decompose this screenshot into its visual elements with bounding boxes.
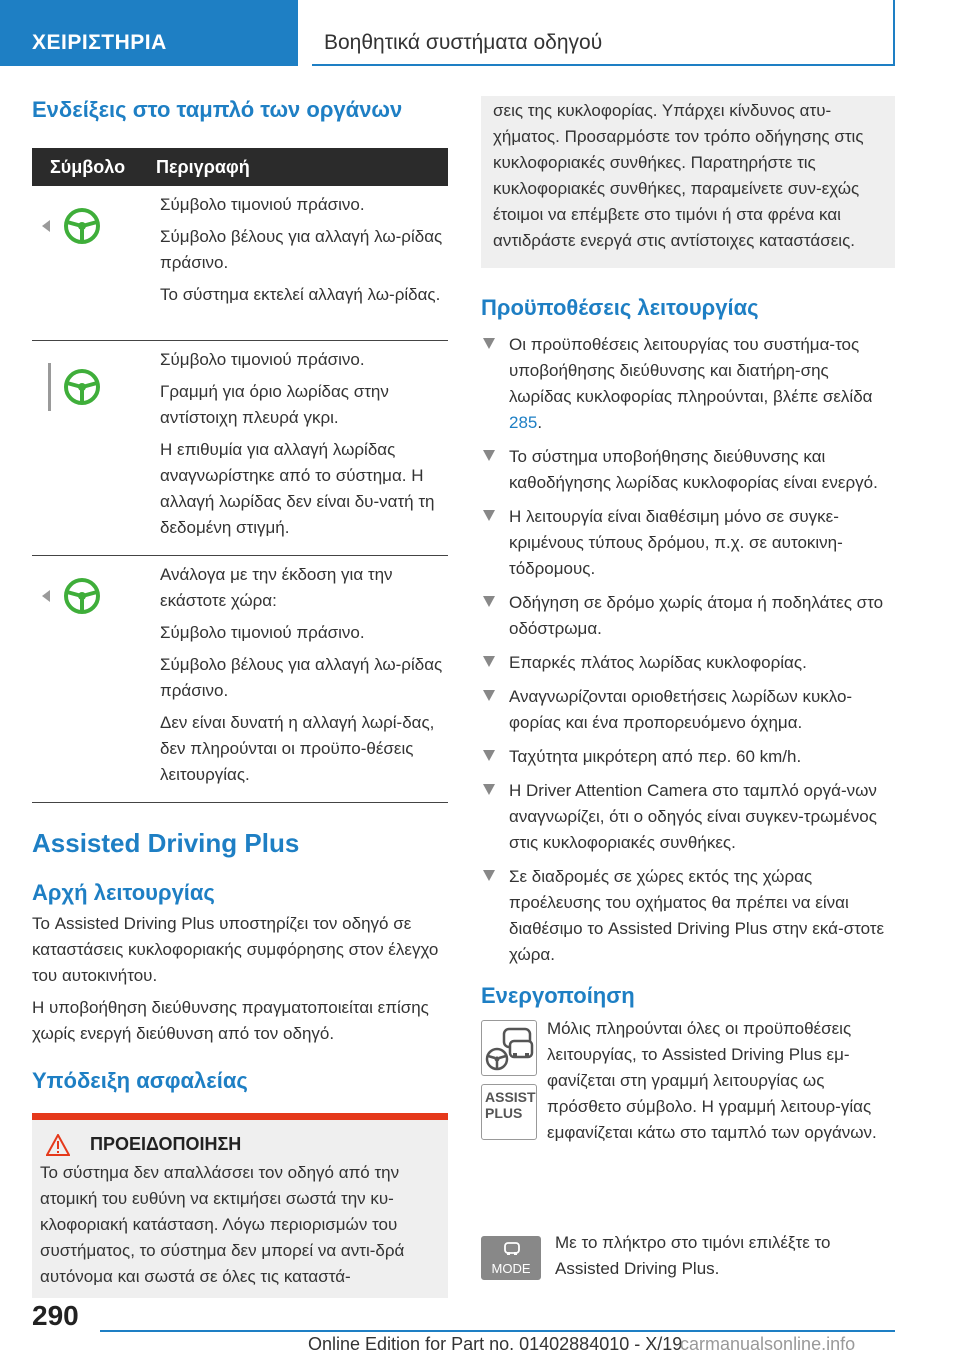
page-number: 290	[32, 1300, 79, 1331]
row-line: Το σύστημα εκτελεί αλλαγή λω-ρίδας.	[160, 285, 441, 304]
principle-paragraph: Το Assisted Driving Plus υποστηρίζει τον οδηγό σε καταστάσεις κυκλοφοριακής συμφόρησης στον έλεγχο του αυτοκινήτου.	[32, 913, 439, 985]
row-line: Σύμβολο βέλους για αλλαγή λω-ρίδας πράσινο.	[160, 654, 443, 700]
footer-watermark: carmanualsonline.info	[680, 1334, 856, 1354]
assist-plus-icon: ASSIST PLUS	[481, 1084, 537, 1140]
footer-rule	[100, 1330, 895, 1332]
row-line: Γραμμή για όριο λωρίδας στην αντίστοιχη πλευρά γκρι.	[160, 381, 389, 427]
left-column	[32, 96, 448, 1298]
mode-button-icon: MODE	[481, 1236, 541, 1280]
row-line: Ανάλογα με την έκδοση για την εκάστοτε χώρα:	[160, 564, 393, 610]
right-column	[481, 96, 895, 1290]
principle-paragraph: Η υποβοήθηση διεύθυνσης πραγματοποιείται επίσης χωρίς ενεργή διεύθυνση από τον οδηγό.	[32, 997, 429, 1043]
table-row	[32, 555, 448, 802]
list-item: Η λειτουργία είναι διαθέσιμη μόνο σε συγκε-κριμένους τύπους δρόμου, π.χ. σε αυτοκινη-τόδρομους.	[481, 504, 895, 582]
row-line: Δεν είναι δυνατή η αλλαγή λωρί-δας, δεν πληρούνται οι προϋπο-θέσεις λειτουργίας.	[160, 712, 435, 784]
list-item: Ταχύτητα μικρότερη από περ. 60 km/h.	[481, 744, 895, 770]
bullet-triangle-icon	[483, 690, 495, 701]
mode-block	[481, 1230, 895, 1290]
mode-text: Με το πλήκτρο στο τιμόνι επιλέξτε το Assisted Driving Plus.	[555, 1233, 831, 1278]
warning-box	[32, 1113, 448, 1298]
symbol-table	[32, 148, 448, 803]
row-line: Σύμβολο τιμονιού πράσινο.	[160, 195, 365, 214]
list-item: Αναγνωρίζονται οριοθετήσεις λωρίδων κυκλο-φορίας και ένα προπορευόμενο όχημα.	[481, 684, 895, 736]
list-item: Το σύστημα υποβοήθησης διεύθυνσης και καθοδήγησης λωρίδας κυκλοφορίας είναι ενεργό.	[481, 444, 895, 496]
bullet-triangle-icon	[483, 784, 495, 795]
chapter-header: Βοηθητικά συστήματα οδηγού	[312, 0, 895, 66]
warning-triangle-icon	[46, 1134, 70, 1156]
table-header	[32, 148, 448, 186]
list-item: Σε διαδρομές σε χώρες εκτός της χώρας προέλευσης του οχήματος θα πρέπει να είναι διαθέσιμο το Assisted Driving Plus στην εκά-στοτε χώρα.	[481, 864, 895, 968]
bullet-triangle-icon	[483, 510, 495, 521]
row-line: Σύμβολο τιμονιού πράσινο.	[160, 622, 365, 642]
footer-edition: Online Edition for Part no. 01402884010 - X/19	[308, 1334, 683, 1354]
steering-wheel-arrow-left-icon	[40, 574, 120, 624]
assist-driving-icon	[481, 1020, 537, 1076]
col-desc-header: Περιγραφή	[156, 148, 448, 186]
col-symbol-header: Σύμβολο	[32, 148, 156, 186]
section-header: ΧΕΙΡΙΣΤΗΡΙΑ	[0, 0, 298, 66]
row-line: Σύμβολο βέλους για αλλαγή λω-ρίδας πράσινο.	[160, 227, 443, 272]
prereq-list	[481, 332, 895, 968]
principle-title: Αρχή λειτουργίας	[32, 879, 215, 905]
bullet-triangle-icon	[483, 338, 495, 349]
bullet-triangle-icon	[483, 870, 495, 881]
activation-title: Ενεργοποίηση	[481, 983, 635, 1008]
bullet-triangle-icon	[483, 656, 495, 667]
warning-text: Το σύστημα δεν απαλλάσσει τον οδηγό από την ατομική του ευθύνη να εκτιμήσει σωστά την κυ-κλοφοριακή κατάσταση. Λόγω περιορισμών του συστήματος, το σύστημα δεν μπορεί να αντι-δρά αυτόνομα και σωστά σε όλες τις καταστά-	[40, 1162, 405, 1286]
list-item: Η Driver Attention Camera στο ταμπλό οργά-νων αναγνωρίζει, ότι ο οδηγός είναι συγκεν-τρωμένος στις κυκλοφοριακές συνθήκες.	[481, 778, 895, 856]
activation-text: Μόλις πληρούνται όλες οι προϋποθέσεις λειτουργίας, το Assisted Driving Plus εμ-φανίζεται στη γραμμή λειτουργίας ως πρόσθετο σύμβολο. Η γραμμή λειτουρ-γίας εμφανίζεται κάτω στο ταμπλό των οργάνων.	[547, 1019, 877, 1142]
row-line: Σύμβολο τιμονιού πράσινο.	[160, 349, 365, 369]
warning-text-continued: σεις της κυκλοφορίας. Υπάρχει κίνδυνος ατυ-χήματος. Προσαρμόστε τον τρόπο οδήγησης στις κυκλοφοριακές συνθήκες. Παρατηρήστε τις κυκλοφοριακές συνθήκες, παραμείνετε συν-εχώς έτοιμοι να επέμβετε στο τιμόνι ή στα φρένα και αντιδράστε ενεργά στις αντίστοιχες καταστάσεις.	[493, 101, 864, 250]
bullet-triangle-icon	[483, 596, 495, 607]
list-item: Οι προϋποθέσεις λειτουργίας του συστήμα-τος υποβοήθησης διεύθυνσης και διατήρη-σης λωρίδας κυκλοφορίας πληρούνται, βλέπε σελίδα 285.	[481, 332, 895, 436]
indicators-title: Ενδείξεις στο ταμπλό των οργάνων	[32, 97, 403, 122]
adp-title: Assisted Driving Plus	[32, 827, 300, 858]
row-line: Η επιθυμία για αλλαγή λωρίδας αναγνωρίστηκε από το σύστημα. Η αλλαγή λωρίδας δεν είναι δυ-νατή τη δεδομένη στιγμή.	[160, 439, 435, 537]
table-row	[32, 340, 448, 555]
steering-wheel-arrow-left-icon	[40, 204, 120, 254]
list-item: Οδήγηση σε δρόμο χωρίς άτομα ή ποδηλάτες στο οδόστρωμα.	[481, 590, 895, 642]
prereq-title: Προϋποθέσεις λειτουργίας	[481, 295, 759, 320]
list-item: Επαρκές πλάτος λωρίδας κυκλοφορίας.	[481, 650, 895, 676]
page-link[interactable]: 285	[509, 413, 538, 432]
warning-continuation	[481, 96, 895, 268]
table-row	[32, 186, 448, 340]
bullet-triangle-icon	[483, 750, 495, 761]
activation-block	[481, 1020, 895, 1220]
warning-title: ΠΡΟΕΙΔΟΠΟΙΗΣΗ	[90, 1134, 242, 1154]
bullet-triangle-icon	[483, 450, 495, 461]
steering-wheel-lane-line-icon	[40, 359, 120, 419]
safety-title: Υπόδειξη ασφαλείας	[32, 1067, 248, 1093]
